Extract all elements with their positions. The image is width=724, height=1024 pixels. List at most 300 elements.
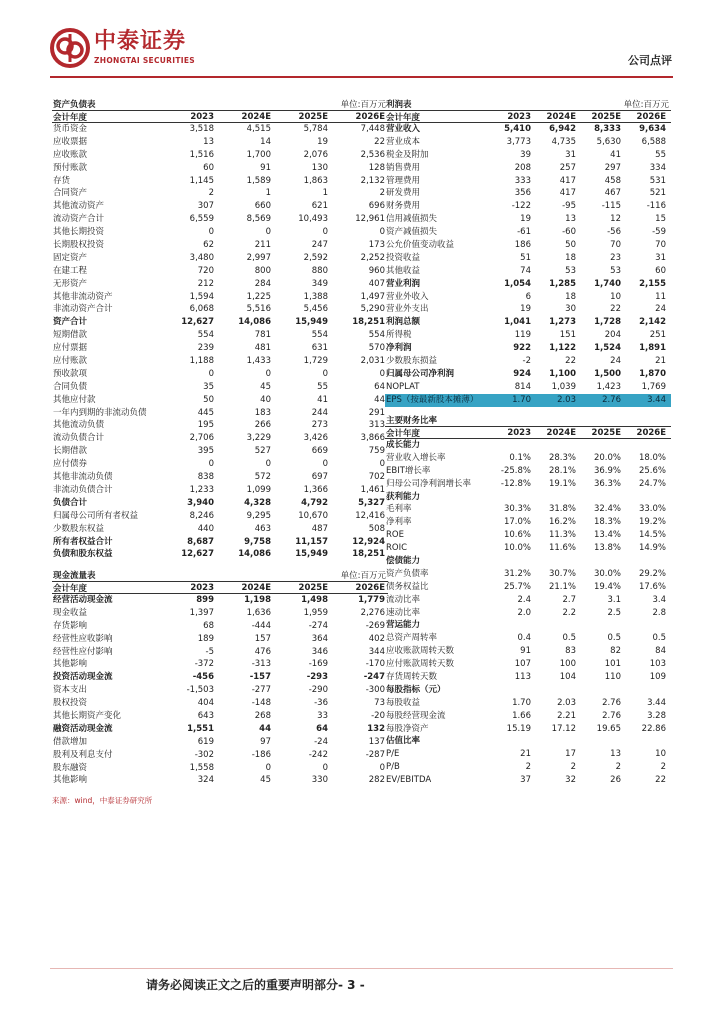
cell-value: 1,039: [551, 381, 576, 392]
row-label: 资本支出: [53, 685, 88, 696]
cell-value: 18,251: [352, 549, 385, 560]
row-label: 税金及附加: [386, 149, 429, 160]
cell-value: 22.86: [641, 723, 666, 734]
cell-value: 307: [197, 201, 214, 212]
cell-value: 3.1: [607, 594, 621, 605]
cell-value: 1,524: [594, 343, 621, 354]
cell-value: 11.3%: [548, 530, 576, 541]
table-row: [52, 162, 388, 175]
table-row: [52, 548, 388, 561]
cell-value: 14,086: [238, 317, 271, 328]
cell-value: 0.1%: [509, 452, 531, 463]
cell-value: 9,295: [246, 510, 271, 521]
cell-value: 3,940: [187, 497, 214, 508]
table-title-bar: [52, 567, 388, 581]
cell-value: 30: [565, 304, 576, 315]
table-row: [385, 136, 671, 149]
cell-value: 40: [260, 394, 271, 405]
table-row: [52, 445, 388, 458]
header-year: 2026E: [355, 111, 385, 122]
cell-value: -122: [511, 201, 531, 212]
table-row: [385, 594, 671, 607]
table-row: [385, 645, 671, 658]
cell-value: 1,558: [189, 762, 214, 773]
cell-value: 12,416: [355, 510, 385, 521]
cell-value: 45: [260, 381, 271, 392]
table-row: [52, 265, 388, 278]
table-row: [52, 684, 388, 697]
cell-value: 51: [520, 252, 531, 263]
cell-value: 84: [655, 646, 666, 657]
cell-value: 31.2%: [503, 568, 531, 579]
cell-value: 15: [655, 214, 666, 225]
cell-value: 1,551: [187, 723, 214, 734]
header-year: 2025E: [591, 427, 621, 438]
cell-value: 104: [559, 672, 576, 683]
row-label: 其他影响: [53, 659, 88, 670]
cell-value: 2: [615, 762, 621, 773]
table-row: [52, 381, 388, 394]
cell-value: 6: [525, 291, 531, 302]
table-row: [52, 510, 388, 523]
cell-value: -116: [646, 201, 666, 212]
cell-value: -95: [562, 201, 576, 212]
cell-value: 0: [379, 459, 385, 470]
cell-value: 1,122: [549, 343, 576, 354]
cell-value: 631: [311, 343, 328, 354]
cell-value: 239: [197, 343, 214, 354]
table-row: [385, 187, 671, 200]
cell-value: 2.03: [557, 697, 576, 708]
cell-value: 91: [520, 646, 531, 657]
table-row: [385, 175, 671, 188]
footer-divider: [50, 968, 673, 969]
cell-value: 2,076: [303, 149, 328, 160]
row-label: 少数股东权益: [53, 523, 105, 534]
cell-value: 297: [604, 162, 621, 173]
cell-value: 32.4%: [593, 504, 621, 515]
cell-value: 28.1%: [548, 465, 576, 476]
row-label: ROE: [386, 530, 404, 541]
table-header-row: [385, 110, 671, 123]
cell-value: 24: [610, 356, 621, 367]
cell-value: 17.0%: [503, 517, 531, 528]
cell-value: 1,233: [189, 484, 214, 495]
row-label: 信用减值损失: [386, 214, 438, 225]
cell-value: 107: [514, 659, 531, 670]
cell-value: 100: [559, 659, 576, 670]
cell-value: -242: [308, 749, 328, 760]
cell-value: 273: [311, 420, 328, 431]
header-label: 会计年度: [386, 112, 421, 123]
cell-value: 0: [208, 368, 214, 379]
row-label: 少数股东损益: [386, 356, 438, 367]
table-row: [52, 536, 388, 549]
table-row: [52, 394, 388, 407]
cell-value: 7,448: [360, 124, 385, 134]
cell-value: 697: [311, 472, 328, 483]
cell-value: -60: [562, 227, 576, 238]
row-label: 速动比率: [386, 607, 421, 618]
cell-value: 15,949: [295, 317, 328, 328]
cell-value: 23: [610, 252, 621, 263]
table-row: [52, 342, 388, 355]
cell-value: 2,132: [360, 175, 385, 186]
header-year: 2023: [190, 582, 214, 593]
balance-sheet-table: [52, 96, 388, 561]
cell-value: 476: [254, 646, 271, 657]
cell-value: 621: [311, 201, 328, 212]
cell-value: 10.0%: [503, 543, 531, 554]
section-row: [385, 619, 671, 632]
cell-value: 330: [311, 775, 328, 786]
row-label: 合同负债: [53, 381, 88, 392]
cell-value: 291: [368, 407, 385, 418]
cell-value: 922: [513, 343, 531, 354]
cell-value: 2,536: [360, 149, 385, 160]
cell-value: 407: [368, 278, 385, 289]
row-label: 公允价值变动收益: [386, 240, 455, 251]
financial-ratios-table: [385, 412, 671, 787]
cell-value: 0: [265, 227, 271, 238]
cell-value: 696: [368, 201, 385, 212]
cell-value: 30.3%: [503, 504, 531, 515]
table-row: [385, 632, 671, 645]
cell-value: -372: [194, 659, 214, 670]
cell-value: -1,503: [186, 685, 214, 696]
cell-value: 15,949: [295, 549, 328, 560]
cell-value: -170: [365, 659, 385, 670]
table-row: [52, 407, 388, 420]
cell-value: 1,285: [549, 278, 576, 289]
cell-value: -287: [365, 749, 385, 760]
cell-value: 204: [604, 330, 621, 341]
cell-value: 251: [649, 330, 666, 341]
table-row: [52, 484, 388, 497]
cell-value: 458: [604, 175, 621, 186]
row-label: 其他非流动资产: [53, 291, 113, 302]
row-label: 一年内到期的非流动负债: [53, 407, 147, 418]
cell-value: 11.6%: [548, 543, 576, 554]
cell-value: 1,740: [594, 278, 621, 289]
table-row: [385, 478, 671, 491]
page-number: - 3 -: [338, 978, 365, 992]
cell-value: 0: [265, 368, 271, 379]
table-row: [52, 697, 388, 710]
table-row: [385, 748, 671, 761]
row-label: 股权投资: [53, 698, 88, 709]
table-row: [52, 458, 388, 471]
cell-value: 36.9%: [593, 465, 621, 476]
table-row: [385, 452, 671, 465]
cell-value: 17.12: [551, 723, 576, 734]
cell-value: 157: [254, 633, 271, 644]
cell-value: 22: [610, 304, 621, 315]
cell-value: 660: [254, 201, 271, 212]
header-year: 2026E: [355, 582, 385, 593]
cell-value: 960: [368, 265, 385, 276]
table-row: [385, 368, 671, 381]
cell-value: 36.3%: [593, 478, 621, 489]
section-label: 估值比率: [386, 736, 421, 747]
cell-value: 5,410: [504, 124, 531, 134]
cell-value: 3,229: [246, 433, 271, 444]
cell-value: 29.2%: [638, 568, 666, 579]
cell-value: 0: [265, 762, 271, 773]
cell-value: 53: [565, 265, 576, 276]
cell-value: 1,188: [189, 356, 214, 367]
cell-value: 18.3%: [593, 517, 621, 528]
header-divider: [50, 76, 673, 78]
header-label: 会计年度: [53, 112, 88, 123]
cell-value: 1.70: [512, 394, 531, 405]
cell-value: 2,142: [639, 317, 666, 328]
cell-value: 417: [559, 188, 576, 199]
row-label: 营业收入: [386, 124, 421, 134]
cell-value: 6,588: [641, 136, 666, 147]
row-label: 归属母公司所有者权益: [53, 510, 139, 521]
cell-value: 402: [368, 633, 385, 644]
row-label: 财务费用: [386, 201, 421, 212]
row-label: 每股收益: [386, 697, 421, 708]
header-year: 2026E: [636, 427, 666, 438]
header-year: 2025E: [298, 582, 328, 593]
cell-value: 531: [649, 175, 666, 186]
table-row: [52, 329, 388, 342]
header-year: 2025E: [298, 111, 328, 122]
cell-value: 30.7%: [548, 568, 576, 579]
cell-value: 33.0%: [638, 504, 666, 515]
cell-value: 1,589: [246, 175, 271, 186]
cell-value: -5: [205, 646, 214, 657]
cell-value: 2.5: [607, 607, 621, 618]
row-label: 流动资产合计: [53, 214, 105, 225]
table-row: [385, 671, 671, 684]
table-row: [385, 581, 671, 594]
row-label: 其他影响: [53, 775, 88, 786]
row-label: 营业成本: [386, 136, 421, 147]
row-label: 经营性应付影响: [53, 646, 113, 657]
cell-value: 1,891: [639, 343, 666, 354]
cell-value: 208: [514, 162, 531, 173]
table-row: [385, 303, 671, 316]
cell-value: -2: [522, 356, 531, 367]
table-row: [52, 497, 388, 510]
cell-value: 151: [559, 330, 576, 341]
row-label: 每股净资产: [386, 723, 429, 734]
cell-value: 1,516: [189, 149, 214, 160]
cell-value: 244: [311, 407, 328, 418]
table-row: [385, 265, 671, 278]
row-label: 非流动负债合计: [53, 484, 113, 495]
row-label: 总资产周转率: [386, 633, 438, 644]
table-row: [385, 542, 671, 555]
row-label: 投资活动现金流: [53, 672, 113, 683]
cell-value: 3.44: [647, 697, 666, 708]
cell-value: 2: [660, 762, 666, 773]
cell-value: 838: [197, 472, 214, 483]
row-label: 资产合计: [53, 317, 88, 328]
cell-value: 137: [368, 736, 385, 747]
row-label: NOPLAT: [386, 381, 420, 392]
cell-value: 268: [254, 711, 271, 722]
cell-value: 2.76: [602, 710, 621, 721]
table-row: [52, 303, 388, 316]
cell-value: 1.70: [512, 697, 531, 708]
row-label: 所有者权益合计: [53, 536, 113, 547]
section-label: 偿债能力: [386, 556, 421, 567]
cell-value: 24: [655, 304, 666, 315]
cell-value: 1,100: [549, 368, 576, 379]
cell-value: 2.76: [602, 697, 621, 708]
table-row: [385, 529, 671, 542]
cell-value: 26: [610, 775, 621, 786]
cell-value: 487: [311, 523, 328, 534]
table-title-bar: [385, 412, 671, 426]
header-label: 会计年度: [386, 428, 421, 439]
table-row: [385, 213, 671, 226]
cell-value: 364: [311, 633, 328, 644]
table-row: [385, 342, 671, 355]
cell-value: 349: [311, 278, 328, 289]
cell-value: 30.0%: [593, 568, 621, 579]
disclaimer-text: 请务必阅读正文之后的重要声明部分: [146, 978, 339, 992]
cell-value: 572: [254, 472, 271, 483]
cell-value: 2,706: [189, 433, 214, 444]
cell-value: 570: [368, 343, 385, 354]
table-row: [52, 291, 388, 304]
cell-value: 50: [203, 394, 214, 405]
cell-value: 19.4%: [593, 581, 621, 592]
row-label: 预付账款: [53, 162, 88, 173]
cell-value: 12,924: [352, 536, 385, 547]
cell-value: 25.6%: [638, 465, 666, 476]
cell-value: 31: [565, 149, 576, 160]
cell-value: 282: [368, 775, 385, 786]
row-label: 经营性应收影响: [53, 633, 113, 644]
cash-flow-table: [52, 567, 388, 787]
row-label: 营业外收入: [386, 291, 429, 302]
row-label: P/B: [386, 762, 400, 773]
table-row: [52, 633, 388, 646]
row-label: 应收账款周转天数: [386, 646, 455, 657]
cell-value: 82: [610, 646, 621, 657]
row-label: ROIC: [386, 543, 408, 554]
row-label: 存货: [53, 175, 71, 186]
section-row: [385, 555, 671, 568]
table-header-row: [52, 110, 388, 123]
cell-value: 74: [520, 265, 531, 276]
cell-value: 702: [368, 472, 385, 483]
row-label: 管理费用: [386, 175, 421, 186]
cell-value: 0.5: [652, 633, 666, 644]
cell-value: 55: [317, 381, 328, 392]
cell-value: 720: [197, 265, 214, 276]
cell-value: 44: [374, 394, 385, 405]
header-year: 2025E: [591, 111, 621, 122]
cell-value: 18: [565, 252, 576, 263]
table-row: [385, 697, 671, 710]
cell-value: -20: [371, 711, 385, 722]
page-header: [0, 0, 724, 82]
section-row: [385, 684, 671, 697]
cell-value: -36: [314, 698, 328, 709]
cell-value: 0: [265, 459, 271, 470]
cell-value: 14,086: [238, 549, 271, 560]
table-row: [385, 710, 671, 723]
cell-value: 2.21: [557, 710, 576, 721]
cell-value: 1,054: [504, 278, 531, 289]
table-row: [385, 658, 671, 671]
cell-value: 508: [368, 523, 385, 534]
cell-value: 18: [565, 291, 576, 302]
cell-value: 445: [197, 407, 214, 418]
row-label: 其他流动负债: [53, 420, 105, 431]
cell-value: 1,959: [303, 607, 328, 618]
cell-value: 781: [254, 330, 271, 341]
cell-value: -115: [601, 201, 621, 212]
cell-value: 60: [655, 265, 666, 276]
cell-value: 12: [610, 214, 621, 225]
cell-value: 18.0%: [638, 452, 666, 463]
row-label: 资产负债率: [386, 568, 429, 579]
cell-value: 24.7%: [638, 478, 666, 489]
cell-value: 257: [559, 162, 576, 173]
cell-value: 19: [317, 136, 328, 147]
row-label: 流动负债合计: [53, 433, 105, 444]
table-row: [385, 607, 671, 620]
table-row: [52, 419, 388, 432]
cell-value: -313: [251, 659, 271, 670]
cell-value: 1,273: [549, 317, 576, 328]
table-header-row: [385, 426, 671, 439]
cell-value: 55: [655, 149, 666, 160]
cell-value: 53: [610, 265, 621, 276]
cell-value: 11: [655, 291, 666, 302]
cell-value: 643: [197, 711, 214, 722]
cell-value: 10.6%: [503, 530, 531, 541]
cell-value: 17: [565, 749, 576, 760]
row-label: 应付账款周转天数: [386, 659, 455, 670]
cell-value: 14.9%: [638, 543, 666, 554]
cell-value: 6,942: [549, 124, 576, 134]
cell-value: 19: [520, 304, 531, 315]
row-label: 经营活动现金流: [53, 595, 113, 605]
row-label: EBIT增长率: [386, 465, 431, 476]
table-row: [385, 761, 671, 774]
table-unit: 单位:百万元: [340, 571, 386, 581]
header-year: 2023: [507, 427, 531, 438]
cell-value: 1.66: [512, 710, 531, 721]
cell-value: 1,145: [189, 175, 214, 186]
cell-value: 417: [559, 175, 576, 186]
logo-text-en: ZHONGTAI SECURITIES: [94, 56, 195, 65]
table-row: [52, 723, 388, 736]
cell-value: 8,569: [246, 214, 271, 225]
table-row: [52, 671, 388, 684]
cell-value: 19.1%: [548, 478, 576, 489]
cell-value: 41: [317, 394, 328, 405]
cell-value: 70: [655, 240, 666, 251]
table-title: 利润表: [386, 100, 412, 110]
row-label: 长期借款: [53, 446, 88, 457]
row-label: 利润总额: [386, 317, 421, 328]
cell-value: 12,627: [181, 549, 214, 560]
cell-value: 2,031: [360, 356, 385, 367]
income-statement-table: [385, 96, 671, 407]
cell-value: 1,636: [246, 607, 271, 618]
cell-value: 527: [254, 446, 271, 457]
